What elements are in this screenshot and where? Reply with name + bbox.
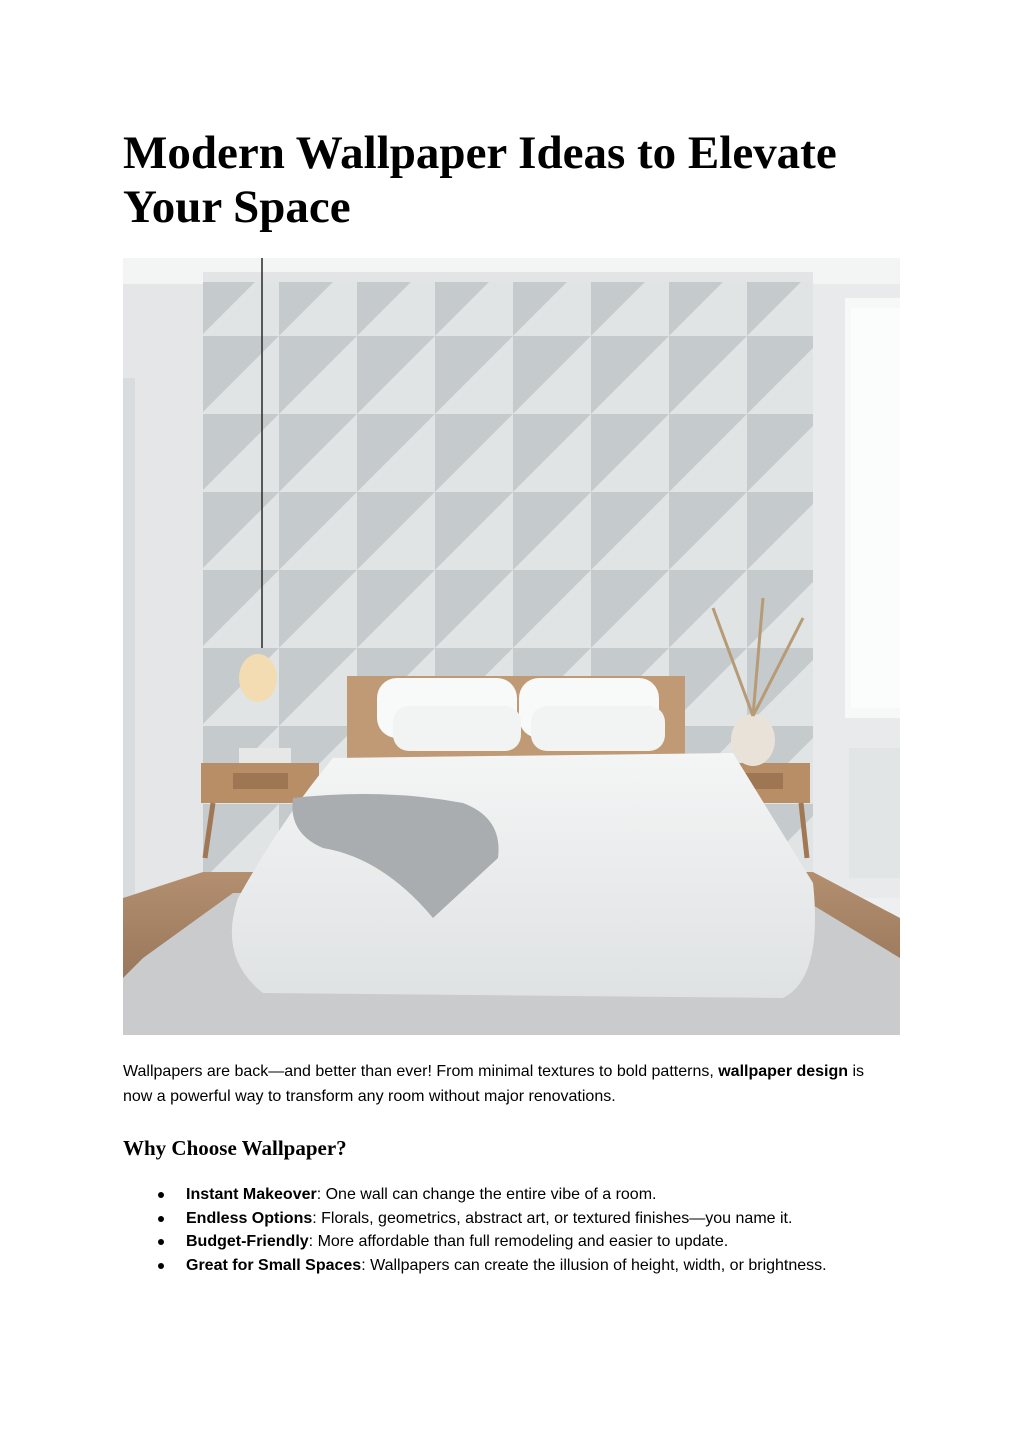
section-heading: Why Choose Wallpaper? (123, 1136, 347, 1160)
bullet-icon (158, 1192, 164, 1198)
list-item (123, 1183, 903, 1207)
item-text: : Wallpapers can create the illusion of height, width, or brightness. (361, 1256, 827, 1274)
list-item (123, 1230, 903, 1254)
benefits-list (123, 1183, 903, 1277)
bedroom-photo (123, 258, 900, 1035)
page-title: Modern Wallpaper Ideas to Elevate Your Space (123, 127, 837, 233)
item-text: : One wall can change the entire vibe of a room. (316, 1186, 657, 1203)
item-term: Endless Options (186, 1209, 313, 1227)
intro-paragraph (123, 1060, 883, 1109)
bullet-icon (158, 1263, 164, 1269)
list-item (123, 1207, 903, 1231)
intro-text-before: Wallpapers are back—and better than ever! From minimal textures to bold patterns, (123, 1063, 719, 1080)
item-text: : More affordable than full remodeling and easier to update. (308, 1233, 729, 1250)
bullet-icon (158, 1216, 164, 1222)
bullet-icon (158, 1239, 164, 1245)
item-term: Instant Makeover (186, 1186, 317, 1203)
intro-text-after: is now a powerful way to transform any room without major renovations. (123, 1063, 865, 1105)
item-term: Budget-Friendly (186, 1233, 309, 1250)
item-text: : Florals, geometrics, abstract art, or textured finishes—you name it. (312, 1209, 793, 1227)
item-term: Great for Small Spaces (186, 1256, 362, 1274)
intro-bold-term: wallpaper design (718, 1063, 849, 1080)
list-item (123, 1254, 903, 1278)
